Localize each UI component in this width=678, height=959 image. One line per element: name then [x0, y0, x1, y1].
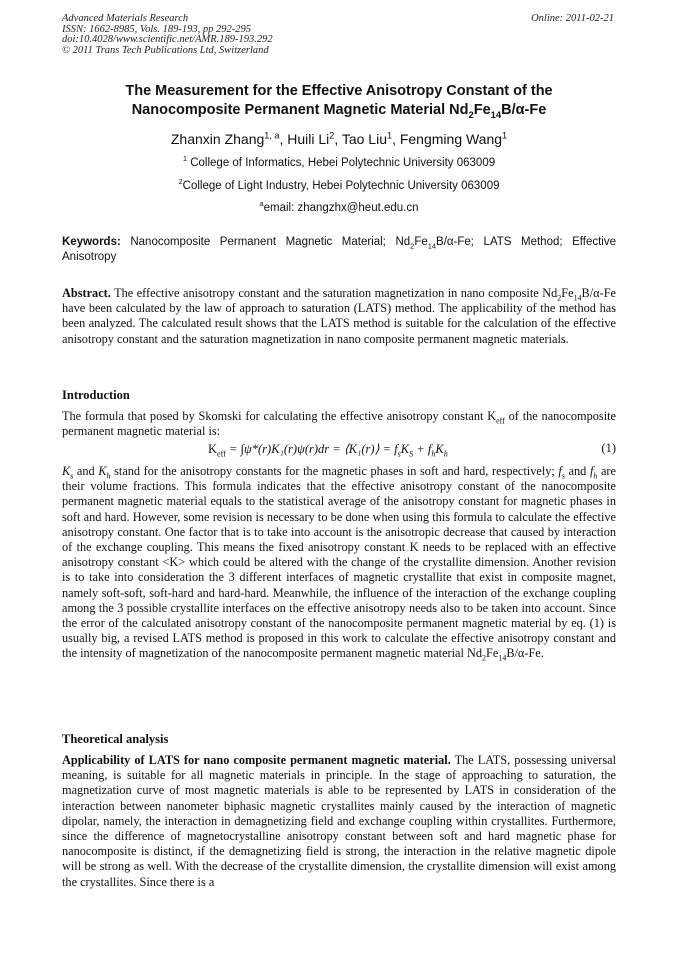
author: Tao Liu$^1$,	[341, 130, 400, 147]
journal-name: Advanced Materials Research	[62, 13, 189, 24]
journal-header	[62, 14, 273, 56]
title-line-2: Nanocomposite Permanent Magnetic Material $Nd_2Fe_{14}B/\alpha-Fe$	[131, 102, 547, 120]
author-list	[62, 130, 616, 148]
paper-title	[62, 82, 616, 120]
equation-number: (1)	[601, 441, 616, 455]
equation-1	[62, 441, 616, 459]
author-email: $^a$email: zhangzhx@heut.edu.cn	[259, 199, 419, 214]
theory-para-1: Applicability of LATS for nano composite permanent magnetic material. The LATS, possessing universal meaning, is suitable for all magnetic materials in principle. In the stage of approaching to saturation, the magnetization curve of most magnetic materials is able to be represented by LATS in consideration of the interaction between nanometer biphasic magnetic crystallites mainly caused by the interaction of magnetic dipolar, namely, the interaction in demagnetizing field and exchange coupling within crystallites. Furthermore, since the difference of magnetocrystalline anisotropy constant between soft and hard magnetic phase for nanocomposite is distinct, if the demagnetizing field is strong, the interaction in the relative magnetic dipole will be strong as well. With the decrease of the crystallite dimension, the crystallite dimension will exist among the crystallites. Since there is a	[62, 753, 616, 889]
issn-line: ISSN: 1662-8985, Vols. 189-193, pp 292-295	[62, 23, 251, 35]
copyright-line: © 2011 Trans Tech Publications Ltd, Switzerland	[62, 44, 269, 56]
affiliation-2: $^2$College of Light Industry, Hebei Polytechnic University 063009	[178, 177, 500, 192]
abstract: Abstract. The effective anisotropy constant and the saturation magnetization in nano composite $Nd_2Fe_{14}B/\alpha-Fe$ have been calculated by the law of approach to saturation (LATS) method. The applicability of the method has been analyzed. The calculated result shows that the LATS method is suitable for the calculation of the effective anisotropy constant and the saturation magnetization in nano composite permanent magnetic materials.	[62, 286, 616, 346]
introduction-para-2: $K_s$ and $K_h$ stand for the anisotropy constants for the magnetic phases in soft and hard, respectively; $f_s$ and $f_h$ are their volume fractions. This formula indicates that the effective anisotropy constant of the nanocomposite permanent magnetic material equals to the statistical average of the anisotropy constant for magnetic phases in soft and hard. However, some revision is necessary to be done when using this formula to calculate the effective anisotropy constant. One factor that is to take into account is the anisotropic decrease that caused by interaction of the exchange coupling. This means the fixed anisotropy constant K needs to be replaced with an effective anisotropy constant <K> which could be altered with the change of the crystallite dimension. Another revision is to take into consideration the 3 different interfaces of magnetic crystallite that exist in composite magnet, namely soft-soft, soft-hard and hard-hard. Meanwhile, the influence of the interaction of the exchange coupling among the 3 possible crystallite interfaces on the effective anisotropy needs also to be taken into account. Since the error of the calculated anisotropy constant of the nanocomposite permanent magnetic material by eq. (1) is usually big, a revised LATS method is proposed in this work to calculate the effective anisotropy constant and the intensity of magnetization of the nanocomposite permanent magnetic material $Nd_2Fe_{14}B/\alpha-Fe$.	[62, 464, 616, 663]
author: Fengming Wang$^1$	[399, 130, 508, 147]
introduction-para-1: The formula that posed by Skomski for calculating the effective anisotropy constant $K_{eff}$ of the nanocomposite permanent magnetic material is:	[62, 409, 616, 439]
introduction-heading: Introduction	[62, 388, 130, 402]
title-line-1: The Measurement for the Effective Anisotropy Constant of the	[125, 83, 553, 99]
keywords: Keywords: Nanocomposite Permanent Magnetic Material; $Nd_2Fe_{14}B/\alpha-Fe$; LATS Method; Effective Anisotropy	[62, 236, 617, 263]
equation-body: $K_{eff} = \int\psi*(r)K_1(r)\psi(r)dr$ = ⟨K₁(r)⟩ = $f_sK_S + f_hK_h$	[208, 442, 448, 459]
online-date: Online: 2011-02-21	[531, 13, 614, 24]
theory-heading: Theoretical analysis	[62, 732, 169, 746]
doi-line: doi:10.4028/www.scientific.net/AMR.189-193.292	[62, 34, 273, 46]
author: Zhanxin Zhang$^{1, a}$,	[170, 130, 288, 147]
author: Huili Li$^2$,	[287, 130, 342, 147]
affiliation-1: $^1$ College of Informatics, Hebei Polytechnic University 063009	[182, 154, 496, 169]
